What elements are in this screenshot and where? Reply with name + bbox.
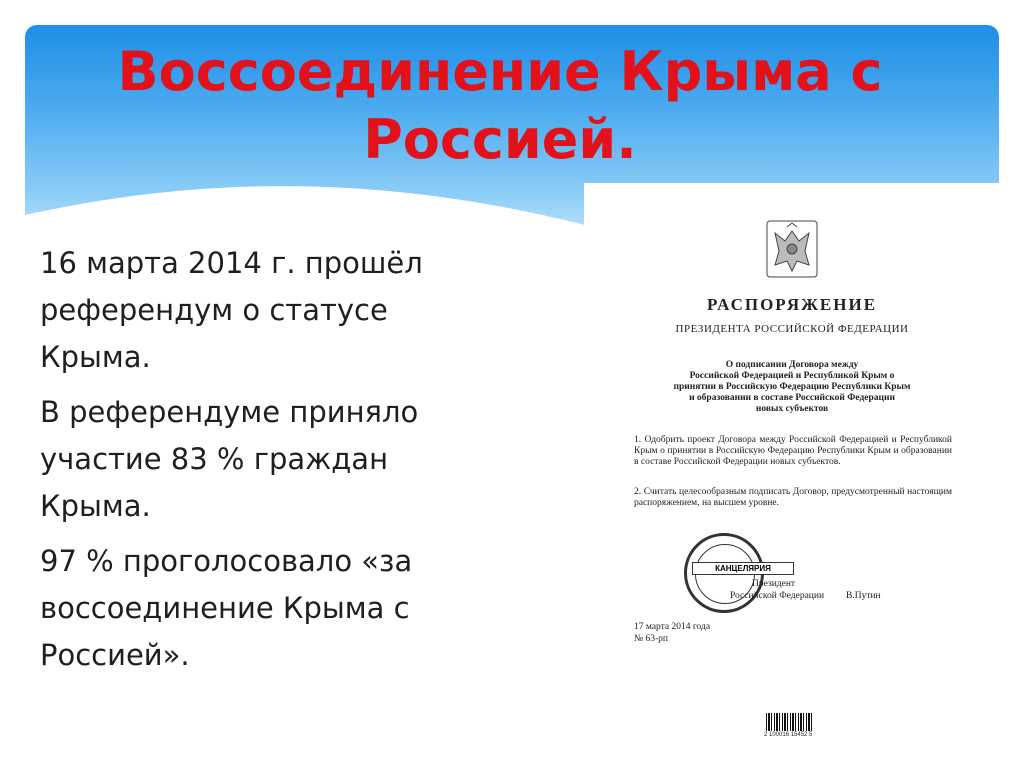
signer-title-2: Российской Федерации — [730, 591, 825, 601]
decree-subject-line: и образовании в составе Российской Федерации — [689, 393, 895, 403]
barcode-icon — [766, 713, 814, 731]
decree-heading: РАСПОРЯЖЕНИЕ — [706, 295, 878, 314]
decree-item-1: 1. Одобрить проект Договора между Российской Федерацией и Республикой Крым о принятии в Российскую Федерацию Республики Крым и образовании в составе Российской Федерации новых субъектов. — [634, 435, 952, 467]
referendum-date-text: 16 марта 2014 г. прошёл референдум о статусе Крыма. — [40, 246, 423, 374]
decree-subject-line: Российской Федерацией и Республикой Крым о — [689, 371, 895, 381]
slide-body — [40, 240, 480, 687]
barcode-text: 2 100016 15452 5 — [764, 732, 813, 738]
decree-document-image — [584, 183, 1000, 748]
decree-item-2: 2. Считать целесообразным подписать Договор, предусмотренный настоящим распоряжением, на высшем уровне. — [634, 487, 952, 508]
stamp-label: КАНЦЕЛЯРИЯ — [692, 562, 794, 575]
decree-subject-line: новых субъектов — [755, 404, 829, 414]
decree-subject-line: О подписании Договора между — [725, 360, 859, 370]
decree-subject-line: принятии в Российскую Федерацию Республики Крым — [673, 382, 911, 392]
decree-date: 17 марта 2014 года — [634, 622, 711, 632]
decree-number: № 63-рп — [634, 634, 668, 644]
signer-name: В.Путин — [846, 591, 881, 601]
slide-title: Воссоединение Крыма с Россией. — [117, 40, 883, 171]
decree-subheading: ПРЕЗИДЕНТА РОССИЙСКОЙ ФЕДЕРАЦИИ — [675, 323, 909, 335]
signer-title-1: Президент — [752, 579, 796, 589]
turnout-text: В референдуме приняло участие 83 % граждан Крыма. — [40, 395, 419, 523]
result-text: 97 % проголосовало «за воссоединение Крыма с Россией». — [40, 544, 413, 672]
